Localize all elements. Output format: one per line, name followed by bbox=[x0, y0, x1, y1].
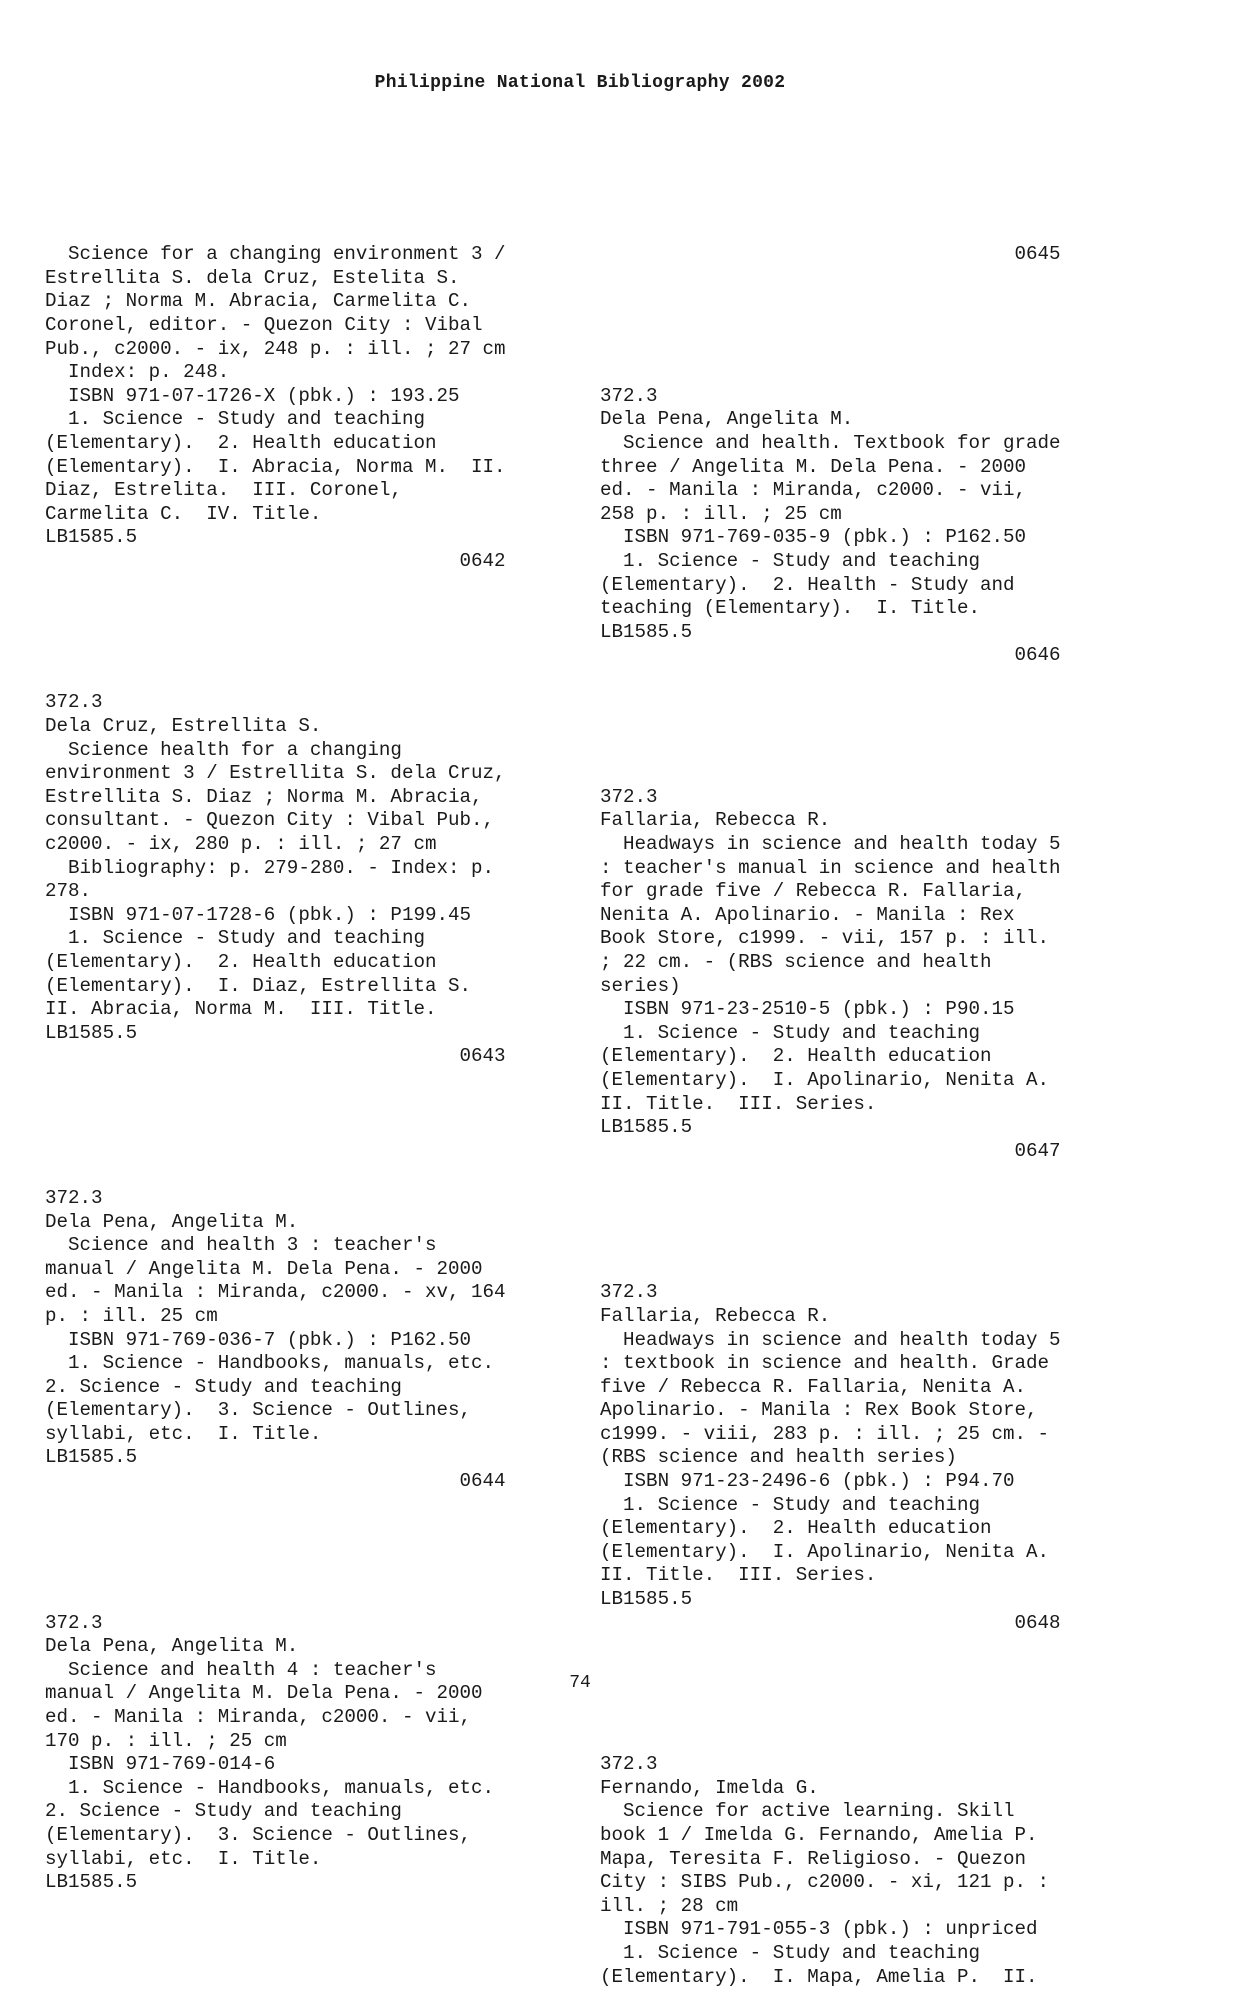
spacer-line bbox=[45, 1541, 506, 1565]
catalog-entry: 372.3 Dela Pena, Angelita M. Science and health 3 : teacher's manual / Angelita M. Dela Pena. - 2000 ed. - Manila : Miranda, c2000. - xv, 164 p. : ill. 25 cm ISBN 971-769-036-7 (pbk.) : P162.50 1. Science - Handbooks, manuals, etc. 2. Science - Study and teaching (Elementary). 3. Science - Outlines, syllabi, etc. I. Title. LB1585.5 0644 bbox=[45, 1186, 506, 1493]
right-column bbox=[600, 196, 1061, 2013]
catalog-entry: Science for a changing environment 3 / Estrellita S. dela Cruz, Estelita S. Diaz ; Norma M. Abracia, Carmelita C. Coronel, editor. - Quezon City : Vibal Pub., c2000. - ix, 248 p. : ill. ; 27 cm Index: p. 248. ISBN 971-07-1726-X (pbk.) : 193.25 1. Science - Study and teaching (Elementary). 2. Health education (Elementary). I. Abracia, Norma M. II. Diaz, Estrelita. III. Coronel, Carmelita C. IV. Title. LB1585.5 0642 bbox=[45, 243, 506, 572]
spacer-line bbox=[600, 715, 1061, 739]
catalog-entry: 372.3 Dela Cruz, Estrellita S. Science health for a changing environment 3 / Estrellita S. dela Cruz, Estrellita S. Diaz ; Norma M. Abracia, consultant. - Quezon City : Vibal Pub., c2000. - ix, 280 p. : ill. ; 27 cm Bibliography: p. 279-280. - Index: p. 278. ISBN 971-07-1728-6 (pbk.) : P199.45 1. Science - Study and teaching (Elementary). 2. Health education (Elementary). I. Diaz, Estrellita S. II. Abracia, Norma M. III. Title. LB1585.5 0643 bbox=[45, 691, 506, 1068]
spacer-line bbox=[45, 1116, 506, 1140]
left-column bbox=[45, 196, 506, 1918]
spacer-line bbox=[600, 314, 1061, 338]
page-title: Philippine National Bibliography 2002 bbox=[374, 73, 786, 93]
catalog-entry: 372.3 Fallaria, Rebecca R. Headways in science and health today 5 : textbook in science and health. Grade five / Rebecca R. Fallaria, Nenita A. Apolinario. - Manila : Rex Book Store, c1999. - viii, 283 p. : ill. ; 25 cm. - (RBS science and health series) ISBN 971-23-2496-6 (pbk.) : P94.70 1. Science - Study and teaching (Elementary). 2. Health education (Elementary). I. Apolinario, Nenita A. II. Title. III. Series. LB1585.5 0648 bbox=[600, 1281, 1061, 1634]
spacer-line bbox=[45, 621, 506, 645]
catalog-entry: 372.3 Dela Pena, Angelita M. Science and health. Textbook for grade three / Angelita M. Dela Pena. - 2000 ed. - Manila : Miranda, c2000. - vii, 258 p. : ill. ; 25 cm ISBN 971-769-035-9 (pbk.) : P162.50 1. Science - Study and teaching (Elementary). 2. Health - Study and teaching (Elementary). I. Title. LB1585.5 0646 bbox=[600, 384, 1061, 667]
spacer-line bbox=[600, 1211, 1061, 1235]
catalog-entry: 372.3 Fernando, Imelda G. Science for active learning. Skill book 1 / Imelda G. Fernando, Amelia P. Mapa, Teresita F. Religioso. - Quezon City : SIBS Pub., c2000. - xi, 121 p. : ill. ; 28 cm ISBN 971-791-055-3 (pbk.) : unpriced 1. Science - Study and teaching (Elementary). I. Mapa, Amelia P. II. bbox=[600, 1753, 1050, 1988]
catalog-entry: 372.3 Fallaria, Rebecca R. Headways in science and health today 5 : teacher's manual in science and health for grade five / Rebecca R. Fallaria, Nenita A. Apolinario. - Manila : Rex Book Store, c1999. - vii, 157 p. : ill. ; 22 cm. - (RBS science and health series) ISBN 971-23-2510-5 (pbk.) : P90.15 1. Science - Study and teaching (Elementary). 2. Health education (Elementary). I. Apolinario, Nenita A. II. Title. III. Series. LB1585.5 0647 bbox=[600, 785, 1061, 1162]
catalog-entry-number: 0645 bbox=[600, 243, 1061, 266]
page-number: 74 bbox=[569, 1673, 591, 1693]
catalog-entry: 372.3 Dela Pena, Angelita M. Science and health 4 : teacher's manual / Angelita M. Dela Pena. - 2000 ed. - Manila : Miranda, c2000. - vii, 170 p. : ill. ; 25 cm ISBN 971-769-014-6 1. Science - Handbooks, manuals, etc. 2. Science - Study and teaching (Elementary). 3. Science - Outlines, syllabi, etc. I. Title. LB1585.5 bbox=[45, 1611, 495, 1894]
